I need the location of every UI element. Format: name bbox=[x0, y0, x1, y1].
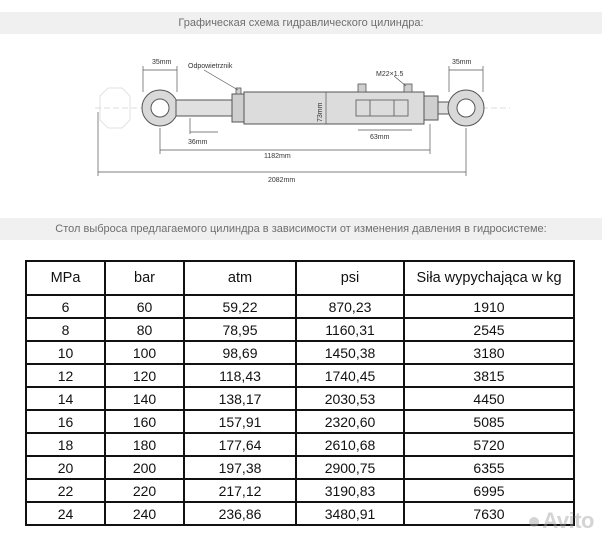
label-vent: Odpowietrznik bbox=[188, 63, 233, 70]
dim-thread: M22×1.5 bbox=[376, 71, 404, 78]
cell-mpa: 10 bbox=[26, 341, 105, 364]
dim-eye-left: 35mm bbox=[152, 59, 172, 66]
cell-force: 5085 bbox=[404, 410, 574, 433]
cell-psi: 2030,53 bbox=[296, 387, 404, 410]
cell-atm: 78,95 bbox=[184, 318, 296, 341]
table-row bbox=[26, 295, 574, 318]
table-row bbox=[26, 387, 574, 410]
cell-atm: 217,12 bbox=[184, 479, 296, 502]
dim-stroke: 1182mm bbox=[264, 153, 291, 160]
dim-eye-right: 35mm bbox=[452, 59, 472, 66]
cell-mpa: 16 bbox=[26, 410, 105, 433]
cell-force: 4450 bbox=[404, 387, 574, 410]
cell-psi: 2900,75 bbox=[296, 456, 404, 479]
table-row bbox=[26, 318, 574, 341]
cell-mpa: 22 bbox=[26, 479, 105, 502]
table-row bbox=[26, 502, 574, 525]
table-row bbox=[26, 433, 574, 456]
cell-psi: 870,23 bbox=[296, 295, 404, 318]
col-header-bar: bar bbox=[105, 261, 184, 295]
left-eye bbox=[142, 90, 178, 126]
cylinder-gland bbox=[232, 94, 244, 122]
cell-psi: 1450,38 bbox=[296, 341, 404, 364]
cell-bar: 120 bbox=[105, 364, 184, 387]
table-row bbox=[26, 456, 574, 479]
end-cap bbox=[424, 96, 438, 120]
dim-body: 73mm bbox=[317, 102, 324, 122]
table-header-row bbox=[26, 261, 574, 295]
watermark-text: Avito bbox=[542, 508, 594, 533]
col-header-atm: atm bbox=[184, 261, 296, 295]
cell-bar: 80 bbox=[105, 318, 184, 341]
table-row bbox=[26, 364, 574, 387]
schema-title: Графическая схема гидравлического цилиндра: bbox=[0, 12, 602, 34]
table-row bbox=[26, 479, 574, 502]
table-row bbox=[26, 410, 574, 433]
piston-rod bbox=[176, 100, 236, 116]
cell-mpa: 24 bbox=[26, 502, 105, 525]
cell-mpa: 6 bbox=[26, 295, 105, 318]
cell-psi: 3190,83 bbox=[296, 479, 404, 502]
dim-rod: 36mm bbox=[188, 139, 208, 146]
cell-bar: 240 bbox=[105, 502, 184, 525]
cell-atm: 118,43 bbox=[184, 364, 296, 387]
cell-force: 2545 bbox=[404, 318, 574, 341]
col-header-psi: psi bbox=[296, 261, 404, 295]
cell-atm: 59,22 bbox=[184, 295, 296, 318]
col-header-force: Siła wypychająca w kg bbox=[404, 261, 574, 295]
cell-psi: 1740,45 bbox=[296, 364, 404, 387]
cell-bar: 220 bbox=[105, 479, 184, 502]
avito-watermark bbox=[529, 508, 594, 534]
dim-ports: 63mm bbox=[370, 134, 390, 141]
cylinder-barrel bbox=[244, 92, 424, 124]
cell-bar: 180 bbox=[105, 433, 184, 456]
port-fitting bbox=[358, 84, 366, 92]
cell-atm: 177,64 bbox=[184, 433, 296, 456]
cell-mpa: 12 bbox=[26, 364, 105, 387]
cell-mpa: 14 bbox=[26, 387, 105, 410]
cell-force: 5720 bbox=[404, 433, 574, 456]
cell-psi: 3480,91 bbox=[296, 502, 404, 525]
col-header-mpa: MPa bbox=[26, 261, 105, 295]
hydraulic-cylinder-diagram bbox=[0, 40, 602, 190]
cell-bar: 60 bbox=[105, 295, 184, 318]
dim-total: 2082mm bbox=[268, 177, 296, 184]
table-title: Стол выброса предлагаемого цилиндра в зависимости от изменения давления в гидросистеме: bbox=[0, 218, 602, 240]
cell-atm: 98,69 bbox=[184, 341, 296, 364]
cell-mpa: 20 bbox=[26, 456, 105, 479]
cell-psi: 1160,31 bbox=[296, 318, 404, 341]
cell-bar: 100 bbox=[105, 341, 184, 364]
cell-force: 6995 bbox=[404, 479, 574, 502]
right-eye bbox=[448, 90, 484, 126]
cell-atm: 236,86 bbox=[184, 502, 296, 525]
table-row bbox=[26, 341, 574, 364]
cell-atm: 157,91 bbox=[184, 410, 296, 433]
cell-psi: 2320,60 bbox=[296, 410, 404, 433]
cell-bar: 160 bbox=[105, 410, 184, 433]
cell-mpa: 8 bbox=[26, 318, 105, 341]
cell-bar: 140 bbox=[105, 387, 184, 410]
cell-force: 3180 bbox=[404, 341, 574, 364]
avito-logo-icon bbox=[529, 517, 539, 527]
pressure-force-table bbox=[25, 260, 575, 526]
cell-atm: 197,38 bbox=[184, 456, 296, 479]
cell-atm: 138,17 bbox=[184, 387, 296, 410]
cell-psi: 2610,68 bbox=[296, 433, 404, 456]
cell-bar: 200 bbox=[105, 456, 184, 479]
cell-force: 1910 bbox=[404, 295, 574, 318]
cell-force: 7630 bbox=[404, 502, 574, 525]
cell-force: 6355 bbox=[404, 456, 574, 479]
cell-force: 3815 bbox=[404, 364, 574, 387]
cell-mpa: 18 bbox=[26, 433, 105, 456]
